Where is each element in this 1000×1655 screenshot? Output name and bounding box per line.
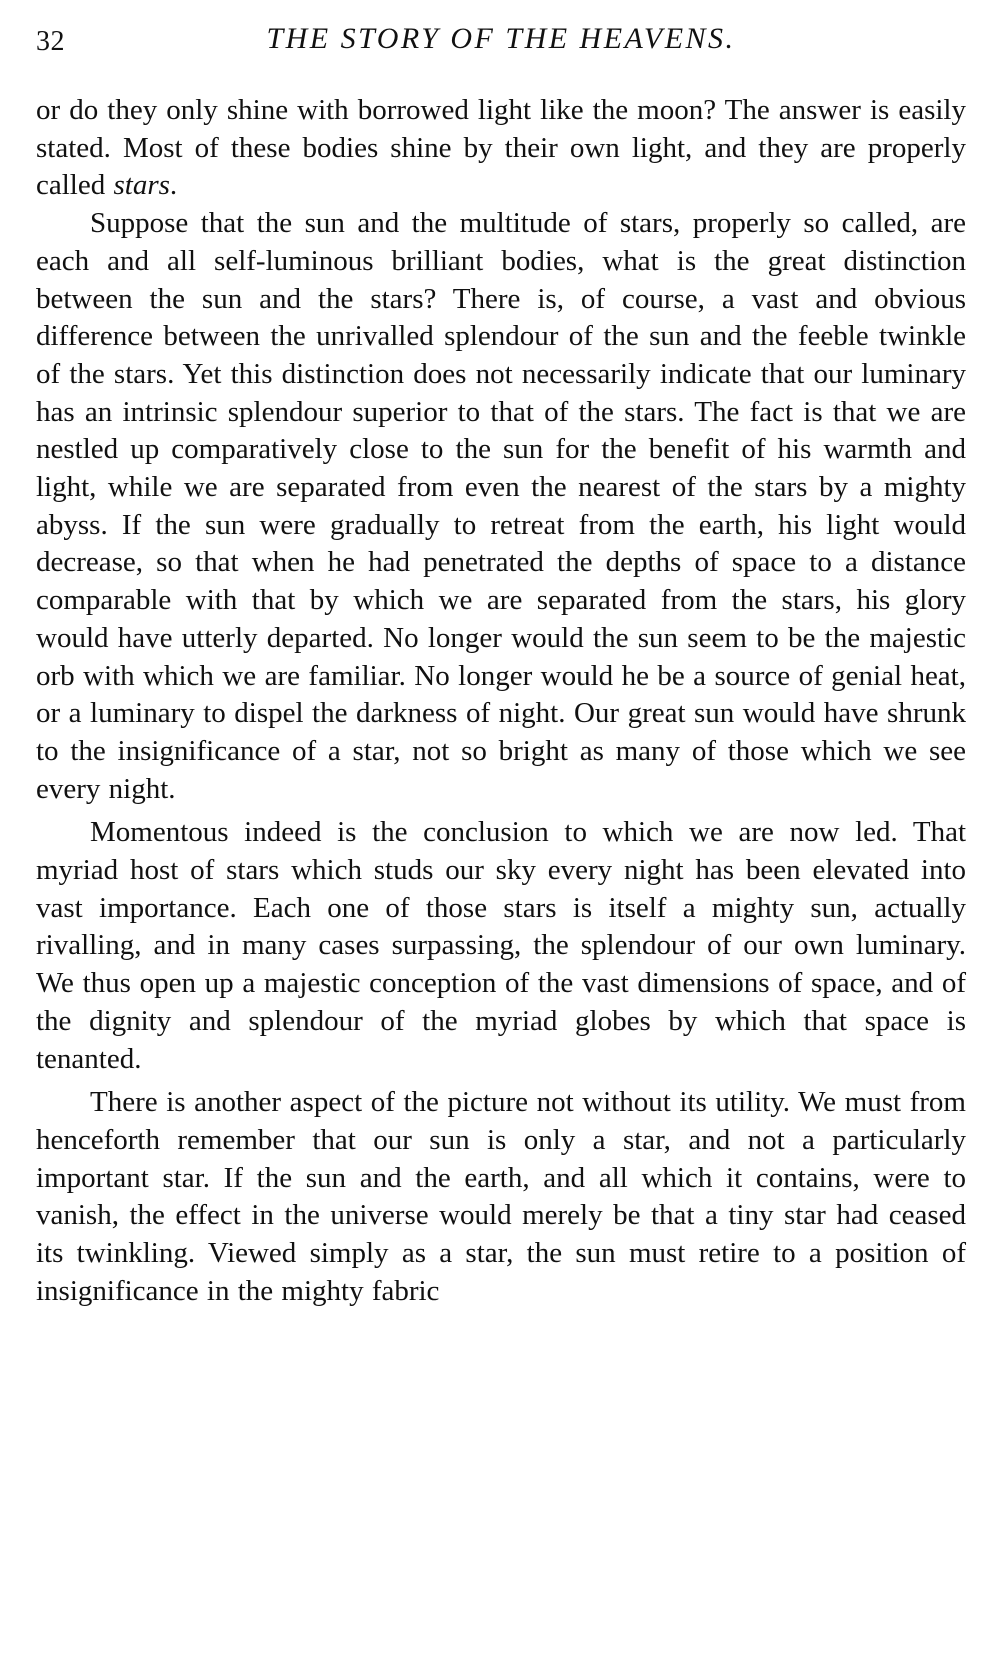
paragraph-1 bbox=[36, 92, 966, 205]
running-title: THE STORY OF THE HEAVENS. bbox=[266, 22, 736, 55]
body-text bbox=[36, 92, 966, 1311]
paragraph-1-emphasis: stars bbox=[113, 169, 170, 202]
paragraph-2: Suppose that the sun and the multitude of stars, properly so called, are each and all self-luminous brilliant bodies, what is the great distinction between the sun and the stars? There is, of course, a vast and obvious difference between the unrivalled splendour of the sun and the feeble twinkle of the stars. Yet this distinction does not necessarily indicate that our luminary has an intrinsic splendour superior to that of the stars. The fact is that we are nestled up comparatively close to the sun for the benefit of his warmth and light, while we are separated from even the nearest of the stars by a mighty abyss. If the sun were gradually to retreat from the earth, his light would decrease, so that when he had penetrated the depths of space to a distance comparable with that by which we are separated from the stars, his glory would have utterly departed. No longer would the sun seem to be the majestic orb with which we are familiar. No longer would he be a source of genial heat, or a luminary to dispel the darkness of night. Our great sun would have shrunk to the insignificance of a star, not so bright as many of those which we see every night. bbox=[36, 207, 966, 805]
paragraph-1-text: or do they only shine with borrowed light like the moon? The answer is easily stated. Most of these bodies shine by their own light, and they are properly called bbox=[36, 94, 966, 202]
book-page bbox=[36, 18, 966, 1638]
paragraph-4: There is another aspect of the picture not without its utility. We must from henceforth remember that our sun is only a star, and not a particularly important star. If the sun and the earth, and all which it contains, were to vanish, the effect in the universe would merely be that a tiny star had ceased its twinkling. Viewed simply as a star, the sun must retire to a position of insignificance in the mighty fabric bbox=[36, 1086, 966, 1307]
page-header bbox=[36, 18, 966, 80]
page-number: 32 bbox=[36, 26, 65, 57]
paragraph-1-tail: . bbox=[169, 169, 178, 202]
paragraph-3: Momentous indeed is the conclusion to which we are now led. That myriad host of stars which studs our sky every night has been elevated into vast importance. Each one of those stars is itself a mighty sun, actually rivalling, and in many cases surpassing, the splendour of our own luminary. We thus open up a majestic conception of the vast dimensions of space, and of the dignity and splendour of the myriad globes by which that space is tenanted. bbox=[36, 816, 966, 1075]
